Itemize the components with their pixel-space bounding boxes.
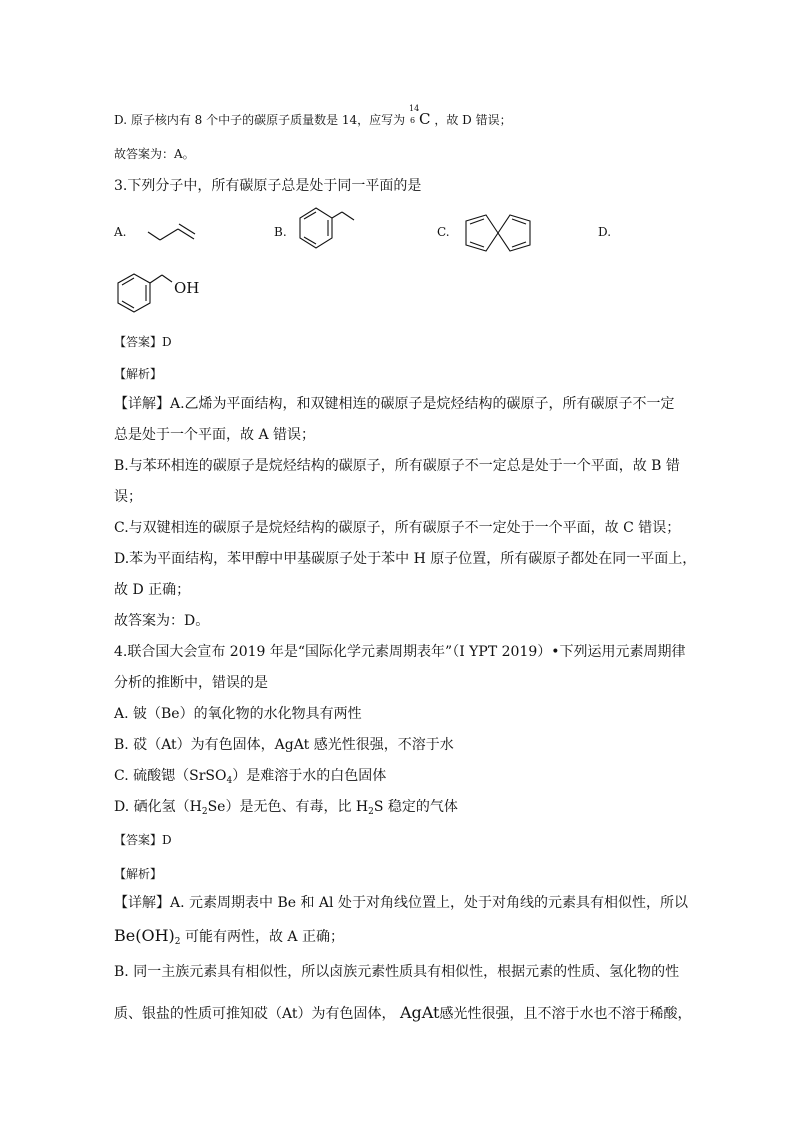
q4-stem-line: 4.联合国大会宣布 2019 年是“国际化学元素周期表年”（I YPT 2019）•下列运用元素周期律 bbox=[114, 644, 686, 660]
q3-detail-line: C.与双键相连的碳原子是烷烃结构的碳原子，所有碳原子不一定处于一个平面，故 C 错误； bbox=[114, 520, 681, 536]
q2-option-d bbox=[114, 104, 512, 130]
agat-formula: AgAt bbox=[399, 1003, 440, 1022]
q4-option-c-text: C. 硫酸锶（SrSO bbox=[114, 768, 227, 784]
q3-detail-line: 故 D 正确； bbox=[114, 582, 191, 598]
q4-detail-b2-text: 质、银盐的性质可推知砹（At）为有色固体， bbox=[114, 1006, 396, 1022]
q3-detail-line: D.苯为平面结构，苯甲醇中甲基碳原子处于苯中 H 原子位置，所有碳原子都处在同一平面上， bbox=[114, 551, 697, 567]
q4-detail-b1: B. 同一主族元素具有相似性，所以卤族元素性质具有相似性，根据元素的性质、氢化物的性 bbox=[114, 964, 680, 980]
ethylbenzene-structure bbox=[294, 204, 358, 256]
q4-option-b: B. 砹（At）为有色固体，AgAt 感光性很强，不溶于水 bbox=[114, 737, 454, 753]
q4-detail-a2-text: 可能有两性，故 A 正确； bbox=[184, 929, 344, 945]
q3-answer: 【答案】D bbox=[114, 335, 172, 349]
nuclide-atomic-number: 6 bbox=[410, 116, 416, 125]
q3-option-a-label: A. bbox=[114, 225, 127, 239]
q3-detail-line: 【详解】A.乙烯为平面结构，和双键相连的碳原子是烷烃结构的碳原子，所有碳原子不一定 bbox=[114, 396, 675, 412]
q3-option-d-label: D. bbox=[598, 225, 612, 239]
q4-detail-a2 bbox=[114, 926, 344, 952]
q3-conclusion: 故答案为：D。 bbox=[114, 613, 210, 629]
q2-conclusion: 故答案为：A。 bbox=[114, 147, 195, 161]
q4-detail-b2 bbox=[114, 1003, 691, 1024]
q3-detail-line: 总是处于一个平面，故 A 错误； bbox=[114, 427, 316, 443]
subscript: 2 bbox=[368, 807, 374, 817]
q3-option-c-label: C. bbox=[437, 225, 450, 239]
nuclide-symbol: C bbox=[419, 110, 431, 128]
hydroxyl-label: OH bbox=[174, 279, 200, 297]
q4-detail-b2-tail: 感光性很强，且不溶于水也不溶于稀酸， bbox=[439, 1006, 692, 1022]
q4-detail-a: 【详解】A. 元素周期表中 Be 和 Al 处于对角线位置上，处于对角线的元素具有相似性，所以 bbox=[114, 895, 688, 911]
nuclide-mass-number: 14 bbox=[409, 104, 420, 113]
q4-option-c-tail: ）是难溶于水的白色固体 bbox=[232, 768, 387, 784]
q2-option-d-tail: ，故 D 错误； bbox=[434, 113, 512, 127]
butene-structure bbox=[146, 218, 198, 244]
beryllium-hydroxide-formula: Be(OH) bbox=[114, 926, 175, 945]
q3-option-b-label: B. bbox=[274, 225, 287, 239]
q4-option-d-tail: S 稳定的气体 bbox=[373, 799, 458, 815]
q3-detail-line: B.与苯环相连的碳原子是烷烃结构的碳原子，所有碳原子不一定总是处于一个平面，故 B 错 bbox=[114, 458, 680, 474]
q3-stem: 3.下列分子中，所有碳原子总是处于同一平面的是 bbox=[114, 178, 422, 194]
q4-stem-line: 分析的推断中，错误的是 bbox=[114, 675, 268, 691]
q4-option-d-text: D. 硒化氢（H bbox=[114, 799, 202, 815]
q4-option-a: A. 铍（Be）的氧化物的水化物具有两性 bbox=[114, 706, 362, 722]
spiro-pentadiene-structure bbox=[458, 211, 538, 255]
q4-option-d-mid: Se）是无色、有毒，比 H bbox=[207, 799, 369, 815]
carbon-14-nuclide bbox=[409, 104, 420, 126]
q2-option-d-text: D. 原子核内有 8 个中子的碳原子质量数是 14，应写为 bbox=[114, 113, 406, 127]
q4-analysis-heading: 【解析】 bbox=[114, 867, 163, 881]
subscript: 4 bbox=[226, 776, 233, 786]
q4-option-d bbox=[114, 797, 458, 822]
q3-detail-line: 误； bbox=[114, 489, 142, 505]
subscript: 2 bbox=[174, 937, 181, 947]
subscript: 2 bbox=[201, 807, 208, 817]
q4-answer: 【答案】D bbox=[114, 833, 172, 847]
q4-option-c bbox=[114, 766, 386, 791]
q3-analysis-heading: 【解析】 bbox=[114, 367, 163, 381]
